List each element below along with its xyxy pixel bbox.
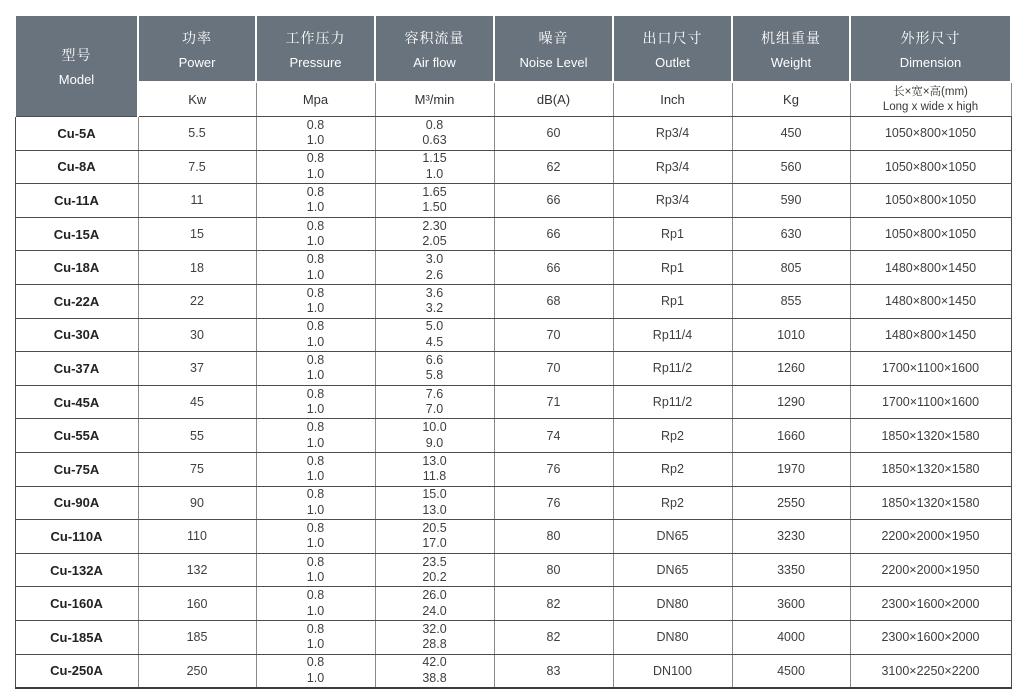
- cell-power: 37: [138, 352, 256, 386]
- cell-weight: 590: [732, 184, 850, 218]
- cell-dimension: 1700×1100×1600: [850, 352, 1011, 386]
- cell-dimension: 1700×1100×1600: [850, 385, 1011, 419]
- cell-outlet: DN65: [613, 553, 732, 587]
- cell-pressure: 0.8 1.0: [256, 385, 375, 419]
- cell-weight: 805: [732, 251, 850, 285]
- cell-power: 18: [138, 251, 256, 285]
- cell-weight: 560: [732, 150, 850, 184]
- cell-weight: 1010: [732, 318, 850, 352]
- header-weight-en: Weight: [770, 54, 812, 70]
- header-noise: [494, 15, 613, 82]
- cell-weight: 2550: [732, 486, 850, 520]
- cell-power: 250: [138, 654, 256, 688]
- cell-weight: 3350: [732, 553, 850, 587]
- table-row: [15, 352, 1011, 386]
- table-row: [15, 251, 1011, 285]
- cell-pressure: 0.8 1.0: [256, 117, 375, 151]
- cell-dimension: 1050×800×1050: [850, 184, 1011, 218]
- cell-noise: 66: [494, 251, 613, 285]
- cell-outlet: Rp3/4: [613, 117, 732, 151]
- cell-pressure: 0.8 1.0: [256, 520, 375, 554]
- table-header: [15, 15, 1011, 117]
- cell-model: Cu-8A: [15, 150, 138, 184]
- cell-power: 160: [138, 587, 256, 621]
- cell-pressure: 0.8 1.0: [256, 486, 375, 520]
- table-row: [15, 452, 1011, 486]
- cell-noise: 80: [494, 553, 613, 587]
- cell-power: 132: [138, 553, 256, 587]
- cell-airflow: 3.6 3.2: [375, 284, 494, 318]
- header-power-zh: 功率: [182, 29, 212, 46]
- cell-pressure: 0.8 1.0: [256, 184, 375, 218]
- cell-airflow: 32.0 28.8: [375, 620, 494, 654]
- header-airflow-zh: 容积流量: [404, 29, 465, 46]
- cell-power: 11: [138, 184, 256, 218]
- cell-weight: 450: [732, 117, 850, 151]
- table-row: [15, 419, 1011, 453]
- cell-pressure: 0.8 1.0: [256, 284, 375, 318]
- cell-power: 22: [138, 284, 256, 318]
- cell-pressure: 0.8 1.0: [256, 217, 375, 251]
- unit-outlet: Inch: [613, 82, 732, 117]
- cell-noise: 82: [494, 620, 613, 654]
- table-row: [15, 587, 1011, 621]
- table-row: [15, 284, 1011, 318]
- cell-outlet: Rp2: [613, 486, 732, 520]
- unit-dimension-en: Long x wide x high: [882, 100, 979, 113]
- cell-model: Cu-110A: [15, 520, 138, 554]
- header-noise-zh: 噪音: [538, 29, 569, 46]
- cell-weight: 1260: [732, 352, 850, 386]
- cell-power: 30: [138, 318, 256, 352]
- cell-airflow: 42.0 38.8: [375, 654, 494, 688]
- header-model: [15, 15, 138, 117]
- cell-dimension: 2200×2000×1950: [850, 520, 1011, 554]
- cell-outlet: Rp3/4: [613, 150, 732, 184]
- cell-airflow: 5.0 4.5: [375, 318, 494, 352]
- cell-pressure: 0.8 1.0: [256, 620, 375, 654]
- cell-power: 55: [138, 419, 256, 453]
- header-dimension-en: Dimension: [899, 54, 962, 70]
- unit-noise: dB(A): [494, 82, 613, 117]
- cell-model: Cu-30A: [15, 318, 138, 352]
- table-row: [15, 553, 1011, 587]
- cell-model: Cu-55A: [15, 419, 138, 453]
- header-model-zh: 型号: [61, 47, 92, 63]
- cell-noise: 71: [494, 385, 613, 419]
- cell-airflow: 0.8 0.63: [375, 117, 494, 151]
- cell-weight: 3230: [732, 520, 850, 554]
- cell-airflow: 10.0 9.0: [375, 419, 494, 453]
- table-row: [15, 117, 1011, 151]
- cell-power: 75: [138, 452, 256, 486]
- cell-airflow: 23.5 20.2: [375, 553, 494, 587]
- cell-model: Cu-132A: [15, 553, 138, 587]
- header-pressure: [256, 15, 375, 82]
- cell-dimension: 1050×800×1050: [850, 150, 1011, 184]
- header-dimension-zh: 外形尺寸: [900, 29, 961, 46]
- cell-dimension: 1480×800×1450: [850, 251, 1011, 285]
- cell-noise: 76: [494, 452, 613, 486]
- header-outlet-zh: 出口尺寸: [642, 29, 703, 46]
- cell-model: Cu-75A: [15, 452, 138, 486]
- cell-noise: 76: [494, 486, 613, 520]
- header-pressure-en: Pressure: [289, 54, 342, 70]
- header-title-row: [15, 15, 1011, 82]
- header-pressure-zh: 工作压力: [285, 29, 346, 46]
- cell-noise: 70: [494, 352, 613, 386]
- header-power: [138, 15, 256, 82]
- cell-outlet: Rp3/4: [613, 184, 732, 218]
- cell-airflow: 1.65 1.50: [375, 184, 494, 218]
- cell-pressure: 0.8 1.0: [256, 352, 375, 386]
- table-row: [15, 150, 1011, 184]
- compressor-spec-table: [14, 14, 1012, 689]
- header-outlet: [613, 15, 732, 82]
- cell-dimension: 1850×1320×1580: [850, 486, 1011, 520]
- cell-pressure: 0.8 1.0: [256, 419, 375, 453]
- cell-noise: 80: [494, 520, 613, 554]
- cell-airflow: 7.6 7.0: [375, 385, 494, 419]
- cell-dimension: 1850×1320×1580: [850, 452, 1011, 486]
- cell-noise: 70: [494, 318, 613, 352]
- cell-noise: 60: [494, 117, 613, 151]
- unit-dimension-zh: 长×宽×高(mm): [893, 86, 968, 99]
- table-row: [15, 318, 1011, 352]
- header-airflow-en: Air flow: [413, 54, 456, 70]
- cell-pressure: 0.8 1.0: [256, 553, 375, 587]
- cell-model: Cu-37A: [15, 352, 138, 386]
- cell-airflow: 13.0 11.8: [375, 452, 494, 486]
- cell-power: 15: [138, 217, 256, 251]
- cell-weight: 1290: [732, 385, 850, 419]
- cell-noise: 68: [494, 284, 613, 318]
- cell-pressure: 0.8 1.0: [256, 654, 375, 688]
- header-model-en: Model: [58, 72, 95, 87]
- cell-outlet: Rp1: [613, 284, 732, 318]
- cell-airflow: 1.15 1.0: [375, 150, 494, 184]
- cell-dimension: 1480×800×1450: [850, 318, 1011, 352]
- cell-noise: 82: [494, 587, 613, 621]
- cell-model: Cu-15A: [15, 217, 138, 251]
- table-row: [15, 184, 1011, 218]
- cell-outlet: DN100: [613, 654, 732, 688]
- header-dimension: [850, 15, 1011, 82]
- cell-power: 45: [138, 385, 256, 419]
- cell-outlet: Rp1: [613, 217, 732, 251]
- cell-airflow: 26.0 24.0: [375, 587, 494, 621]
- header-weight: [732, 15, 850, 82]
- cell-noise: 62: [494, 150, 613, 184]
- cell-power: 110: [138, 520, 256, 554]
- cell-weight: 630: [732, 217, 850, 251]
- unit-pressure: Mpa: [256, 82, 375, 117]
- cell-power: 185: [138, 620, 256, 654]
- cell-model: Cu-250A: [15, 654, 138, 688]
- cell-dimension: 2200×2000×1950: [850, 553, 1011, 587]
- cell-dimension: 1850×1320×1580: [850, 419, 1011, 453]
- cell-dimension: 3100×2250×2200: [850, 654, 1011, 688]
- header-outlet-en: Outlet: [655, 54, 690, 70]
- cell-power: 5.5: [138, 117, 256, 151]
- cell-outlet: DN80: [613, 620, 732, 654]
- cell-airflow: 20.5 17.0: [375, 520, 494, 554]
- cell-outlet: Rp11/4: [613, 318, 732, 352]
- table-row: [15, 486, 1011, 520]
- cell-dimension: 2300×1600×2000: [850, 620, 1011, 654]
- cell-outlet: Rp2: [613, 419, 732, 453]
- table-row: [15, 620, 1011, 654]
- cell-airflow: 2.30 2.05: [375, 217, 494, 251]
- table-row: [15, 217, 1011, 251]
- cell-weight: 3600: [732, 587, 850, 621]
- cell-noise: 66: [494, 217, 613, 251]
- table-row: [15, 520, 1011, 554]
- table-row: [15, 654, 1011, 688]
- cell-outlet: Rp2: [613, 452, 732, 486]
- cell-noise: 83: [494, 654, 613, 688]
- unit-airflow: M³/min: [375, 82, 494, 117]
- cell-weight: 855: [732, 284, 850, 318]
- cell-airflow: 3.0 2.6: [375, 251, 494, 285]
- cell-power: 90: [138, 486, 256, 520]
- cell-model: Cu-11A: [15, 184, 138, 218]
- table-row: [15, 385, 1011, 419]
- cell-model: Cu-45A: [15, 385, 138, 419]
- cell-outlet: Rp1: [613, 251, 732, 285]
- cell-model: Cu-160A: [15, 587, 138, 621]
- cell-pressure: 0.8 1.0: [256, 587, 375, 621]
- cell-dimension: 1050×800×1050: [850, 117, 1011, 151]
- cell-pressure: 0.8 1.0: [256, 251, 375, 285]
- cell-weight: 1970: [732, 452, 850, 486]
- header-power-en: Power: [178, 54, 216, 70]
- header-unit-row: [15, 82, 1011, 117]
- cell-model: Cu-5A: [15, 117, 138, 151]
- cell-pressure: 0.8 1.0: [256, 150, 375, 184]
- cell-dimension: 1480×800×1450: [850, 284, 1011, 318]
- cell-outlet: DN80: [613, 587, 732, 621]
- cell-model: Cu-90A: [15, 486, 138, 520]
- cell-weight: 4000: [732, 620, 850, 654]
- cell-outlet: Rp11/2: [613, 385, 732, 419]
- cell-model: Cu-185A: [15, 620, 138, 654]
- table-body: [15, 117, 1011, 689]
- cell-power: 7.5: [138, 150, 256, 184]
- cell-weight: 4500: [732, 654, 850, 688]
- cell-noise: 74: [494, 419, 613, 453]
- cell-model: Cu-22A: [15, 284, 138, 318]
- cell-model: Cu-18A: [15, 251, 138, 285]
- cell-pressure: 0.8 1.0: [256, 318, 375, 352]
- header-weight-zh: 机组重量: [761, 29, 821, 46]
- cell-airflow: 15.0 13.0: [375, 486, 494, 520]
- unit-dimension: [850, 82, 1011, 117]
- header-airflow: [375, 15, 494, 82]
- cell-dimension: 2300×1600×2000: [850, 587, 1011, 621]
- unit-weight: Kg: [732, 82, 850, 117]
- cell-dimension: 1050×800×1050: [850, 217, 1011, 251]
- cell-noise: 66: [494, 184, 613, 218]
- cell-outlet: Rp11/2: [613, 352, 732, 386]
- header-noise-en: Noise Level: [519, 54, 588, 70]
- unit-power: Kw: [138, 82, 256, 117]
- cell-pressure: 0.8 1.0: [256, 452, 375, 486]
- cell-weight: 1660: [732, 419, 850, 453]
- cell-airflow: 6.6 5.8: [375, 352, 494, 386]
- cell-outlet: DN65: [613, 520, 732, 554]
